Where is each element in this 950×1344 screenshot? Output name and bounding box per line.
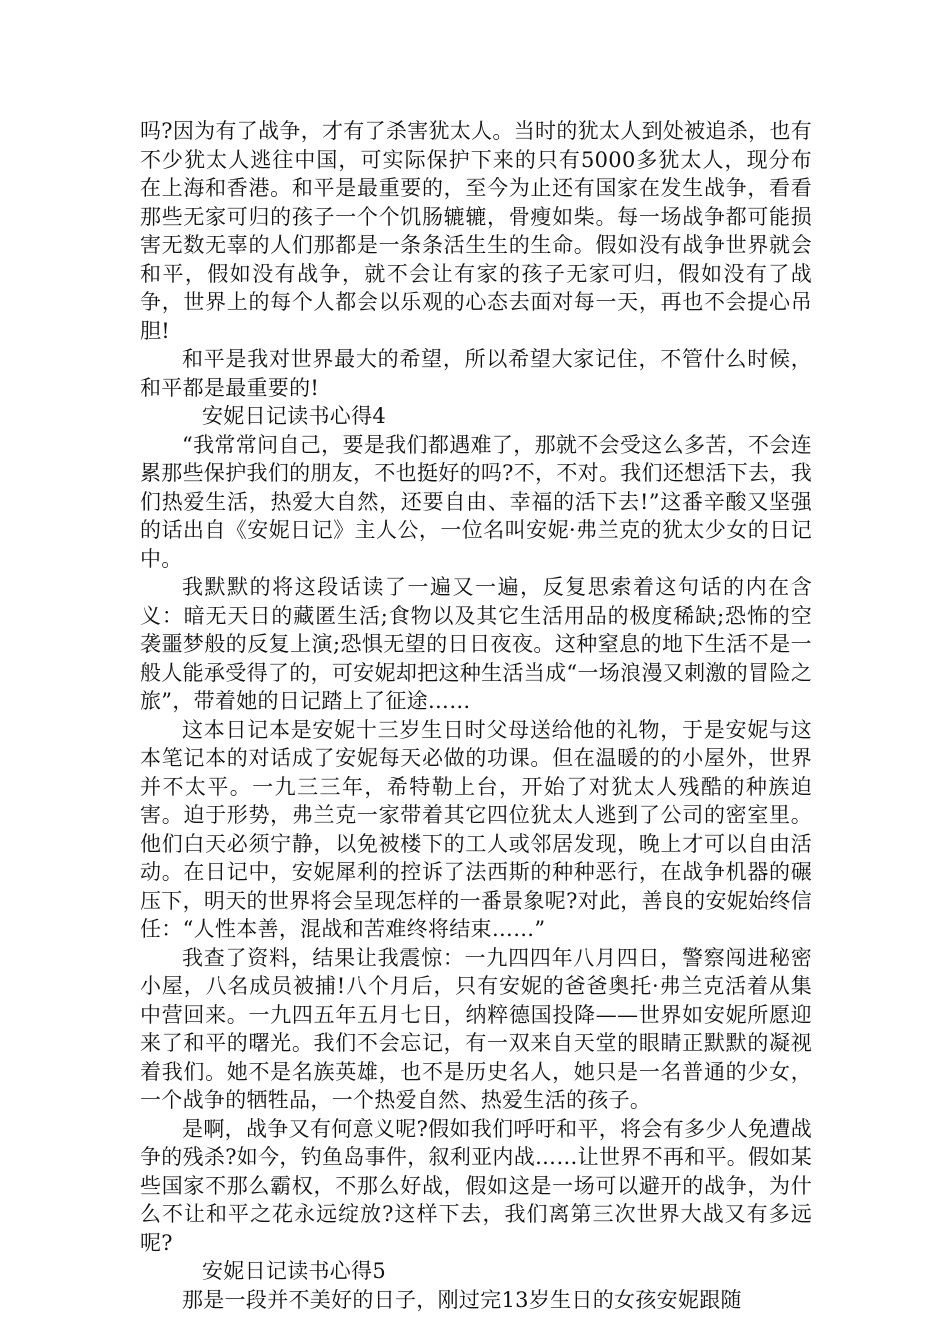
document-body [140,117,812,1314]
paragraph-peace-war: 吗?因为有了战争，才有了杀害犹太人。当时的犹太人到处被追杀，也有不少犹太人逃往中国，可实际保护下来的只有5000多犹太人，现分布在上海和香港。和平是最重要的，至今为止还有国家在发生战争，看看那些无家可归的孩子一个个饥肠辘辘，骨瘦如柴。每一场战争都可能损害无数无辜的人们那都是一条条活生生的生命。假如没有战争世界就会和平，假如没有战争，就不会让有家的孩子无家可归，假如没有了战争，世界上的每个人都会以乐观的心态去面对每一天，再也不会提心吊胆! [140,119,812,343]
section-heading-4: 安妮日记读书心得4 [202,404,387,428]
paragraph-reflection: 我默默的将这段话读了一遍又一遍，反复思索着这句话的内在含义：暗无天日的藏匿生活;食物以及其它生活用品的极度稀缺;恐怖的空袭噩梦般的反复上演;恐惧无望的日日夜夜。这种窒息的地下生活不是一般人能承受得了的，可安妮却把这种生活当成“一场浪漫又刺激的冒险之旅”，带着她的日记踏上了征途…… [140,575,812,713]
paragraph-diary-gift: 这本日记本是安妮十三岁生日时父母送给他的礼物，于是安妮与这本笔记本的对话成了安妮每天必做的功课。但在温暖的的小屋外，世界并不太平。一九三三年，希特勒上台，开始了对犹太人残酷的种族迫害。迫于形势，弗兰克一家带着其它四位犹太人逃到了公司的密室里。他们白天必须宁静，以免被楼下的工人或邻居发现，晚上才可以自由活动。在日记中，安妮犀利的控诉了法西斯的种种恶行，在战争机器的碾压下，明天的世界将会呈现怎样的一番景象呢?对此，善良的安妮始终信任：“人性本善，混战和苦难终将结束……” [140,717,812,941]
paragraph-quote: “我常常问自己，要是我们都遇难了，那就不会受这么多苦，不会连累那些保护我们的朋友，不也挺好的吗?不，不对。我们还想活下去，我们热爱生活，热爱大自然，还要自由、幸福的活下去!”这番辛酸又坚强的话出自《安妮日记》主人公，一位名叫安妮·弗兰克的犹太少女的日记中。 [140,432,812,571]
paragraph-peace-hope: 和平是我对世界最大的希望，所以希望大家记住，不管什么时候，和平都是最重要的! [140,347,812,400]
paragraph-war-meaning: 是啊，战争又有何意义呢?假如我们呼吁和平，将会有多少人免遭战争的残杀?如今，钓鱼岛事件，叙利亚内战……让世界不再和平。假如某些国家不那么霸权，不那么好战，假如这是一场可以避开的战争，为什么不让和平之花永远绽放?这样下去，我们离第三次世界大战又有多远呢? [140,1116,812,1255]
section-heading-5: 安妮日记读书心得5 [202,1259,387,1283]
paragraph-history: 我查了资料，结果让我震惊：一九四四年八月四日，警察闯进秘密小屋，八名成员被捕!八个月后，只有安妮的爸爸奥托·弗兰克活着从集中营回来。一九四五年五月七日，纳粹德国投降——世界如安妮所愿迎来了和平的曙光。我们不会忘记，有一双来自天堂的眼睛正默默的凝视着我们。她不是名族英雄，也不是历史名人，她只是一名普通的少女，一个战争的牺牲品，一个热爱自然、热爱生活的孩子。 [140,945,812,1112]
paragraph-section5-start: 那是一段并不美好的日子，刚过完13岁生日的女孩安妮跟随 [182,1287,742,1312]
